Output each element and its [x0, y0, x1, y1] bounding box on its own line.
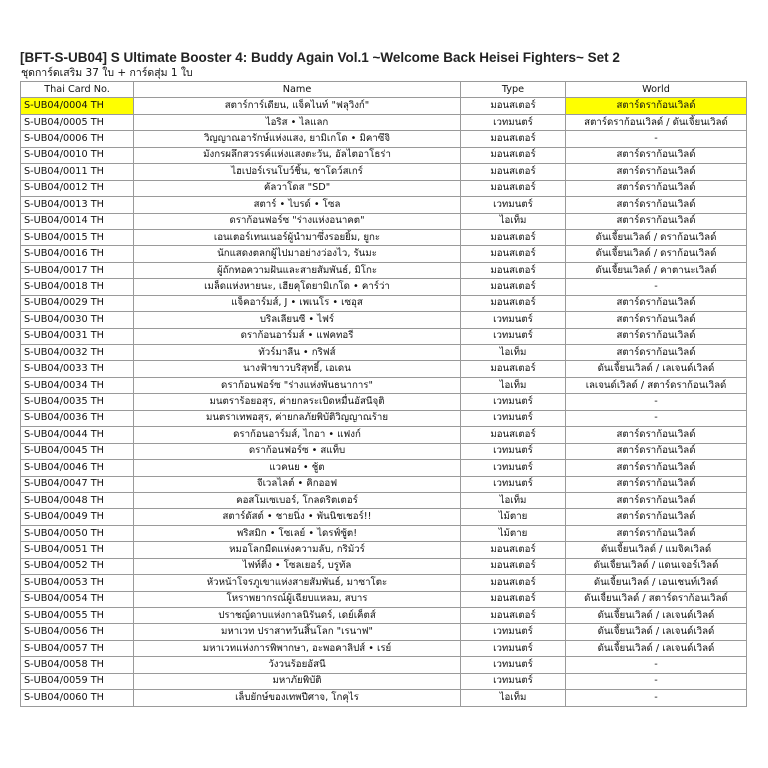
card-world-cell: สตาร์ดราก้อนเวิลด์: [566, 180, 747, 196]
table-row: [21, 312, 747, 328]
card-name-cell: ทัวร์มาลีน • กริฟส์: [134, 345, 461, 361]
card-world-cell: สตาร์ดราก้อนเวิลด์ / ดันเจี้ยนเวิลด์: [566, 114, 747, 130]
card-name-cell: พริสมิก • โซเลย์ • ไดรฟ์ซู้ต!: [134, 525, 461, 541]
card-world-cell: สตาร์ดราก้อนเวิลด์: [566, 295, 747, 311]
card-world-cell: ดันเจี้ยนเวิลด์ / เลเจนด์เวิลด์: [566, 608, 747, 624]
table-row: [21, 131, 747, 147]
card-number-cell: S-UB04/0010 TH: [21, 147, 134, 163]
card-world-cell: สตาร์ดราก้อนเวิลด์: [566, 328, 747, 344]
card-name-cell: แจ็คอาร์มส์, J • เพเนโร • เซอุส: [134, 295, 461, 311]
card-number-cell: S-UB04/0030 TH: [21, 312, 134, 328]
table-row: [21, 361, 747, 377]
card-type-cell: มอนสเตอร์: [461, 361, 566, 377]
table-row: [21, 377, 747, 393]
card-world-cell: สตาร์ดราก้อนเวิลด์: [566, 345, 747, 361]
card-name-cell: ดราก้อนฟอร์ซ "ร่างแห่งพันธนาการ": [134, 377, 461, 393]
column-header-world: World: [566, 82, 747, 98]
page-subtitle: ชุดการ์ดเสริม 37 ใบ + การ์ดสุ่ม 1 ใบ: [21, 67, 193, 79]
card-name-cell: ผู้ถักทอความฝันและสายสัมพันธ์, มิโกะ: [134, 262, 461, 278]
card-world-cell: ดันเจี้ยนเวิลด์ / แมจิคเวิลด์: [566, 542, 747, 558]
table-row: [21, 608, 747, 624]
card-name-cell: สตาร์การ์เดียน, แจ็คไนท์ "ฟลุวิงก์": [134, 98, 461, 114]
card-number-cell: S-UB04/0017 TH: [21, 262, 134, 278]
card-number-cell: S-UB04/0035 TH: [21, 394, 134, 410]
card-type-cell: ไอเท็ม: [461, 690, 566, 706]
card-type-cell: มอนสเตอร์: [461, 279, 566, 295]
card-world-cell: สตาร์ดราก้อนเวิลด์: [566, 147, 747, 163]
table-row: [21, 229, 747, 245]
card-type-cell: เวทมนตร์: [461, 328, 566, 344]
card-world-cell: ดันเจี้ยนเวิลด์ / แดนเจอร์เวิลด์: [566, 558, 747, 574]
card-world-cell: -: [566, 279, 747, 295]
card-name-cell: มนตราเทพอสุร, ค่ายกลภัยพิบัติวิญญาณร้าย: [134, 410, 461, 426]
table-row: [21, 673, 747, 689]
table-row: [21, 279, 747, 295]
card-type-cell: มอนสเตอร์: [461, 147, 566, 163]
card-world-cell: สตาร์ดราก้อนเวิลด์: [566, 427, 747, 443]
card-name-cell: เอนเตอร์เทนเนอร์ผู้นำมาซึ่งรอยยิ้ม, ยูกะ: [134, 229, 461, 245]
card-list-sheet: [20, 50, 746, 707]
card-number-cell: S-UB04/0047 TH: [21, 476, 134, 492]
card-type-cell: เวทมนตร์: [461, 460, 566, 476]
card-name-cell: ดราก้อนอาร์มส์, ไกอา • แฟงก์: [134, 427, 461, 443]
card-type-cell: มอนสเตอร์: [461, 575, 566, 591]
card-number-cell: S-UB04/0049 TH: [21, 509, 134, 525]
card-name-cell: มังกรผลึกสวรรค์แห่งแสงตะวัน, อัลไตอาโธร่า: [134, 147, 461, 163]
card-name-cell: มนตราร้อยอสุร, ค่ายกลระเบิดหมื่นอัสนีจุติ: [134, 394, 461, 410]
card-name-cell: ไอริส • ไลแลก: [134, 114, 461, 130]
card-name-cell: ไฟท์ติ้ง • โซลเยอร์, บรูทัล: [134, 558, 461, 574]
card-number-cell: S-UB04/0014 TH: [21, 213, 134, 229]
card-number-cell: S-UB04/0046 TH: [21, 460, 134, 476]
card-name-cell: หัวหน้าโจรภูเขาแห่งสายสัมพันธ์, มาซาโตะ: [134, 575, 461, 591]
card-name-cell: โหราพยากรณ์ผู้เฉียบแหลม, สบาร: [134, 591, 461, 607]
table-row: [21, 394, 747, 410]
card-type-cell: ไอเท็ม: [461, 345, 566, 361]
card-name-cell: ดราก้อนอาร์มส์ • แฟคทอรี่: [134, 328, 461, 344]
card-number-cell: S-UB04/0045 TH: [21, 443, 134, 459]
card-type-cell: เวทมนตร์: [461, 443, 566, 459]
card-name-cell: มหาเวท ปราสาทวันสิ้นโลก "เรนาฟ": [134, 624, 461, 640]
card-world-cell: สตาร์ดราก้อนเวิลด์: [566, 460, 747, 476]
card-world-cell: -: [566, 657, 747, 673]
card-type-cell: เวทมนตร์: [461, 657, 566, 673]
card-world-cell: สตาร์ดราก้อนเวิลด์: [566, 164, 747, 180]
card-world-cell: ดันเจี้ยนเวิลด์ / เลเจนด์เวิลด์: [566, 361, 747, 377]
card-name-cell: วังวนร้อยอัสนี: [134, 657, 461, 673]
card-world-cell: ดันเจี้ยนเวิลด์ / เลเจนด์เวิลด์: [566, 640, 747, 656]
card-name-cell: ดราก้อนฟอร์ซ • สแท็บ: [134, 443, 461, 459]
card-number-cell: S-UB04/0055 TH: [21, 608, 134, 624]
card-world-cell: -: [566, 673, 747, 689]
table-row: [21, 410, 747, 426]
table-row: [21, 147, 747, 163]
card-type-cell: เวทมนตร์: [461, 312, 566, 328]
card-number-cell: S-UB04/0011 TH: [21, 164, 134, 180]
card-type-cell: มอนสเตอร์: [461, 558, 566, 574]
table-row: [21, 558, 747, 574]
table-row: [21, 624, 747, 640]
card-world-cell: -: [566, 690, 747, 706]
card-world-cell: สตาร์ดราก้อนเวิลด์: [566, 476, 747, 492]
card-number-cell: S-UB04/0012 TH: [21, 180, 134, 196]
card-world-cell: สตาร์ดราก้อนเวิลด์: [566, 98, 747, 114]
card-world-cell: ดันเจี้ยนเวิลด์ / เลเจนด์เวิลด์: [566, 624, 747, 640]
card-number-cell: S-UB04/0029 TH: [21, 295, 134, 311]
card-number-cell: S-UB04/0013 TH: [21, 197, 134, 213]
card-name-cell: หมอโลกมืดแห่งความลับ, กริม้วร์: [134, 542, 461, 558]
table-row: [21, 443, 747, 459]
card-world-cell: ดันเจี้ยนเวิลด์ / เอนเชนท์เวิลด์: [566, 575, 747, 591]
card-name-cell: สตาร์ดัสต์ • ชายนิ่ง • พันนิชเชอร์!!: [134, 509, 461, 525]
card-name-cell: นักแสดงตลกผู้ไปมาอย่างว่องไว, รันมะ: [134, 246, 461, 262]
card-type-cell: ไม้ตาย: [461, 525, 566, 541]
card-name-cell: เล็บยักษ์ของเทพปีศาจ, โกคุไร: [134, 690, 461, 706]
card-world-cell: สตาร์ดราก้อนเวิลด์: [566, 213, 747, 229]
table-row: [21, 509, 747, 525]
card-number-cell: S-UB04/0051 TH: [21, 542, 134, 558]
card-type-cell: มอนสเตอร์: [461, 542, 566, 558]
table-row: [21, 591, 747, 607]
card-world-cell: สตาร์ดราก้อนเวิลด์: [566, 525, 747, 541]
table-row: [21, 542, 747, 558]
card-type-cell: มอนสเตอร์: [461, 295, 566, 311]
card-world-cell: -: [566, 394, 747, 410]
card-world-cell: ดันเจี้ยนเวิลด์ / ดราก้อนเวิลด์: [566, 229, 747, 245]
card-number-cell: S-UB04/0060 TH: [21, 690, 134, 706]
card-number-cell: S-UB04/0059 TH: [21, 673, 134, 689]
card-number-cell: S-UB04/0033 TH: [21, 361, 134, 377]
card-name-cell: คอสโมเซเบอร์, โกลดริตเตอร์: [134, 492, 461, 508]
card-world-cell: -: [566, 410, 747, 426]
card-type-cell: เวทมนตร์: [461, 410, 566, 426]
card-name-cell: ปราชญ์ดาบแห่งกาลนิรันดร์, เดย์เค็ตส์: [134, 608, 461, 624]
card-name-cell: ดราก้อนฟอร์ซ "ร่างแห่งอนาคต": [134, 213, 461, 229]
card-type-cell: มอนสเตอร์: [461, 131, 566, 147]
card-type-cell: มอนสเตอร์: [461, 262, 566, 278]
card-world-cell: -: [566, 131, 747, 147]
card-number-cell: S-UB04/0018 TH: [21, 279, 134, 295]
column-header-card-no: Thai Card No.: [21, 82, 134, 98]
card-type-cell: เวทมนตร์: [461, 476, 566, 492]
card-type-cell: เวทมนตร์: [461, 114, 566, 130]
column-header-type: Type: [461, 82, 566, 98]
card-number-cell: S-UB04/0050 TH: [21, 525, 134, 541]
card-world-cell: ดันเจี้ยนเวิลด์ / ดราก้อนเวิลด์: [566, 246, 747, 262]
card-world-cell: สตาร์ดราก้อนเวิลด์: [566, 197, 747, 213]
card-number-cell: S-UB04/0015 TH: [21, 229, 134, 245]
card-type-cell: มอนสเตอร์: [461, 98, 566, 114]
card-world-cell: สตาร์ดราก้อนเวิลด์: [566, 312, 747, 328]
card-list-table: [20, 81, 747, 707]
card-world-cell: สตาร์ดราก้อนเวิลด์: [566, 443, 747, 459]
table-row: [21, 575, 747, 591]
table-row: [21, 246, 747, 262]
card-number-cell: S-UB04/0031 TH: [21, 328, 134, 344]
card-number-cell: S-UB04/0048 TH: [21, 492, 134, 508]
table-row: [21, 114, 747, 130]
card-type-cell: ไม้ตาย: [461, 509, 566, 525]
table-row: [21, 460, 747, 476]
card-type-cell: ไอเท็ม: [461, 377, 566, 393]
card-type-cell: มอนสเตอร์: [461, 180, 566, 196]
table-body: [21, 98, 747, 706]
card-number-cell: S-UB04/0004 TH: [21, 98, 134, 114]
card-number-cell: S-UB04/0016 TH: [21, 246, 134, 262]
card-type-cell: มอนสเตอร์: [461, 591, 566, 607]
card-number-cell: S-UB04/0044 TH: [21, 427, 134, 443]
card-type-cell: เวทมนตร์: [461, 624, 566, 640]
table-row: [21, 476, 747, 492]
table-row: [21, 328, 747, 344]
card-type-cell: มอนสเตอร์: [461, 427, 566, 443]
card-number-cell: S-UB04/0052 TH: [21, 558, 134, 574]
card-type-cell: มอนสเตอร์: [461, 164, 566, 180]
card-type-cell: มอนสเตอร์: [461, 246, 566, 262]
table-row: [21, 164, 747, 180]
table-row: [21, 295, 747, 311]
card-number-cell: S-UB04/0006 TH: [21, 131, 134, 147]
card-number-cell: S-UB04/0036 TH: [21, 410, 134, 426]
card-type-cell: มอนสเตอร์: [461, 608, 566, 624]
card-number-cell: S-UB04/0058 TH: [21, 657, 134, 673]
card-name-cell: แวคนย • ชู้ต: [134, 460, 461, 476]
card-type-cell: ไอเท็ม: [461, 492, 566, 508]
table-row: [21, 427, 747, 443]
card-type-cell: เวทมนตร์: [461, 394, 566, 410]
card-name-cell: มหาเวทแห่งการพิพากษา, อะพอคาลิปส์ • เรย์: [134, 640, 461, 656]
card-world-cell: ดันเจี้ยนเวิลด์ / คาตานะเวิลด์: [566, 262, 747, 278]
card-type-cell: เวทมนตร์: [461, 673, 566, 689]
table-row: [21, 525, 747, 541]
card-name-cell: นางฟ้าขาวบริสุทธิ์, เอเดน: [134, 361, 461, 377]
card-number-cell: S-UB04/0057 TH: [21, 640, 134, 656]
table-row: [21, 345, 747, 361]
table-row: [21, 180, 747, 196]
table-row: [21, 197, 747, 213]
card-number-cell: S-UB04/0056 TH: [21, 624, 134, 640]
card-type-cell: มอนสเตอร์: [461, 229, 566, 245]
card-world-cell: สตาร์ดราก้อนเวิลด์: [566, 509, 747, 525]
card-number-cell: S-UB04/0054 TH: [21, 591, 134, 607]
card-number-cell: S-UB04/0005 TH: [21, 114, 134, 130]
card-name-cell: มหาภัยพิบัติ: [134, 673, 461, 689]
card-name-cell: สตาร์ • ไบรด์ • โซล: [134, 197, 461, 213]
card-world-cell: เลเจนด์เวิลด์ / สตาร์ดราก้อนเวิลด์: [566, 377, 747, 393]
card-name-cell: คัลวาโดส "SD": [134, 180, 461, 196]
table-row: [21, 492, 747, 508]
table-row: [21, 640, 747, 656]
table-row: [21, 213, 747, 229]
card-number-cell: S-UB04/0032 TH: [21, 345, 134, 361]
page-title: [BFT-S-UB04] S Ultimate Booster 4: Buddy Again Vol.1 ~Welcome Back Heisei Fighters~ Set 2: [20, 50, 620, 65]
card-type-cell: ไอเท็ม: [461, 213, 566, 229]
card-world-cell: สตาร์ดราก้อนเวิลด์: [566, 492, 747, 508]
header-row: [21, 82, 747, 98]
table-row: [21, 657, 747, 673]
card-number-cell: S-UB04/0034 TH: [21, 377, 134, 393]
card-number-cell: S-UB04/0053 TH: [21, 575, 134, 591]
column-header-name: Name: [134, 82, 461, 98]
card-name-cell: เมล็ดแห่งหายนะ, เฮียคุโดยามิเกโด • คาร์ว่า: [134, 279, 461, 295]
card-world-cell: ดันเจี้ยนเวิลด์ / สตาร์ดราก้อนเวิลด์: [566, 591, 747, 607]
card-name-cell: วิญญาณอารักษ์แห่งแสง, ยามิเกโด • มิคาซึจิ: [134, 131, 461, 147]
card-type-cell: เวทมนตร์: [461, 197, 566, 213]
table-row: [21, 98, 747, 114]
card-name-cell: จีเวลไลต์ • คิกออฟ: [134, 476, 461, 492]
table-row: [21, 690, 747, 706]
card-name-cell: ไฮเปอร์เรนโบว์ชิ้น, ชาโดว์สเกร์: [134, 164, 461, 180]
card-type-cell: เวทมนตร์: [461, 640, 566, 656]
table-row: [21, 262, 747, 278]
card-name-cell: บริลเลียนซี • ไฟร์: [134, 312, 461, 328]
